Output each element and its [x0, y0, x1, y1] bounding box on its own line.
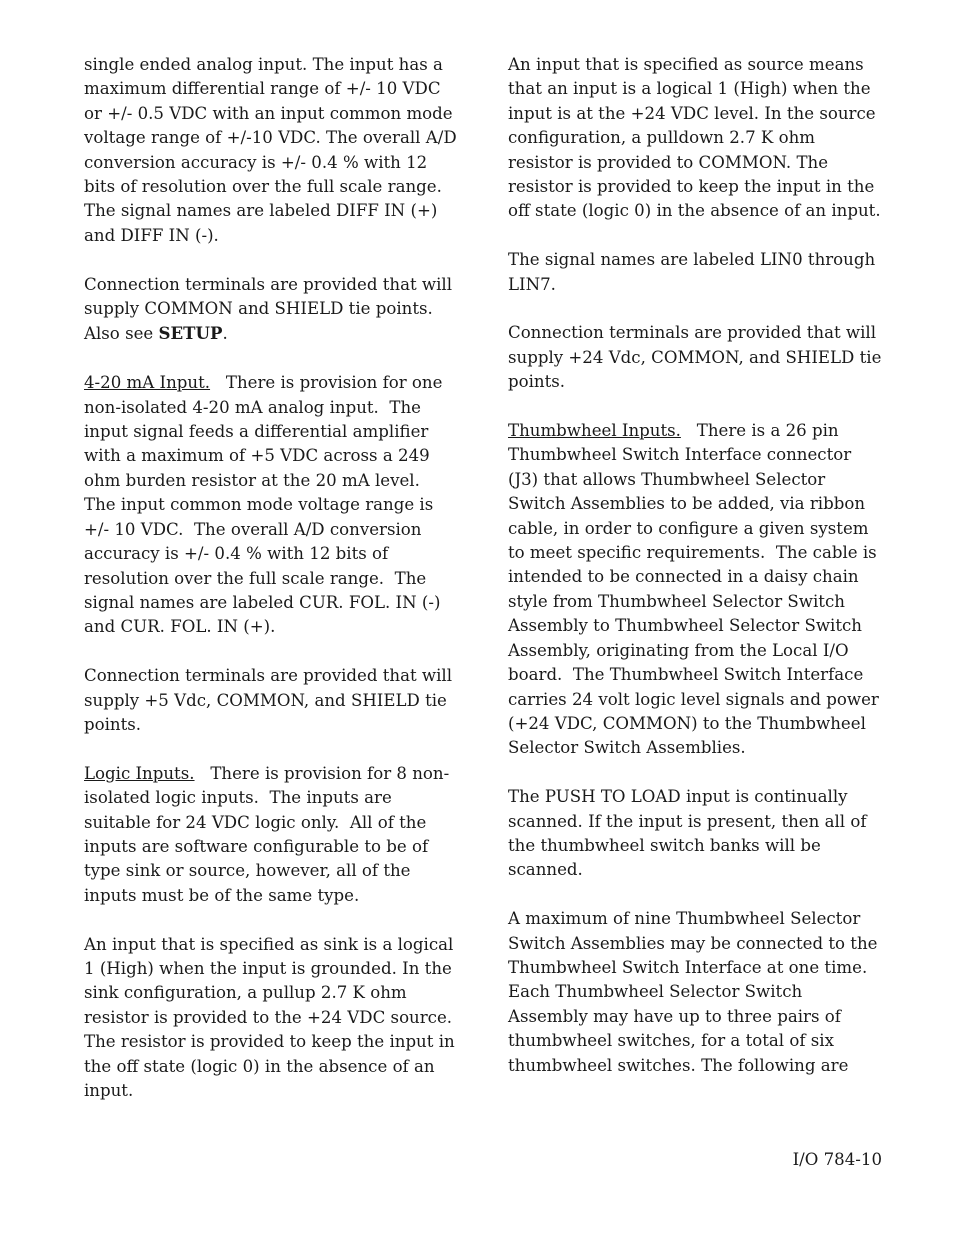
paragraph-sink-input: An input that is specified as sink is a logical 1 (High) when the input is grounded. In the sink configuration, a pullup 2.7 K ohm resistor is provided to the +24 VDC source. The resistor is provided to keep the input in the off state (logic 0) in the absence of an input. [84, 934, 455, 1100]
right-column [508, 53, 884, 1102]
page-number: I/O 784-10 [792, 1150, 882, 1169]
paragraph-connection-terminals-current: Connection terminals are provided that will supply +5 Vdc, COMMON, and SHIELD tie points. [84, 666, 453, 734]
paragraph-max-assemblies: A maximum of nine Thumbwheel Selector Switch Assemblies may be connected to the Thumbwheel Switch Interface at one time. Each Thumbwheel Selector Switch Assembly may have up to three pairs of thumbwheel switches, for a total of six thumbwheel switches. The following are [508, 909, 878, 1075]
left-column [84, 53, 460, 1128]
section-heading-4-20ma: 4-20 mA Input. [84, 373, 211, 393]
paragraph-text: . [222, 324, 228, 344]
paragraph-text: There is provision for 8 non-isolated logic inputs. The inputs are suitable for 24 VDC logic only. All of the inputs are software configurable to be of type sink or source, however, all of the inputs must be of the same type. [84, 763, 450, 905]
paragraph-source-input: An input that is specified as source means that an input is a logical 1 (High) when the input is at the +24 VDC level. In the source configuration, a pulldown 2.7 K ohm resistor is provided to COMMON. The resistor is provided to keep the input in the off state (logic 0) in the absence of an input. [508, 55, 881, 221]
section-heading-logic-inputs: Logic Inputs. [84, 763, 195, 783]
section-heading-thumbwheel-inputs: Thumbwheel Inputs. [508, 421, 681, 441]
paragraph-signal-names: The signal names are labeled LIN0 through LIN7. [508, 250, 876, 294]
paragraph-text: Connection terminals are provided that will supply COMMON and SHIELD tie points. Also see [84, 274, 453, 344]
paragraph-thumbwheel-inputs [508, 419, 884, 761]
paragraph-push-to-load: The PUSH TO LOAD input is continually scanned. If the input is present, then all of the thumbwheel switch banks will be scanned. [508, 787, 867, 880]
paragraph-diff-input: single ended analog input. The input has a maximum differential range of +/- 10 VDC or +/- 0.5 VDC with an input common mode voltage range of +/-10 VDC. The overall A/D conversion accuracy is +/- 0.4 % with 12 bits of resolution over the full scale range. The signal names are labeled DIFF IN (+) and DIFF IN (-). [84, 55, 457, 245]
paragraph-text: There is a 26 pin Thumbwheel Switch Interface connector (J3) that allows Thumbwheel Selector Switch Assemblies to be added, via ribbon cable, in order to configure a given system to meet specific requirements. The cable is intended to be connected in a daisy chain style from Thumbwheel Selector Switch Assembly to Thumbwheel Selector Switch Assembly, originating from the Local I/O board. The Thumbwheel Switch Interface carries 24 volt logic level signals and power (+24 VDC, COMMON) to the Thumbwheel Selector Switch Assemblies. [508, 421, 885, 758]
paragraph-text: There is provision for one non-isolated 4-20 mA analog input. The input signal feeds a differential amplifier with a maximum of +5 VDC across a 249 ohm burden resistor at the 20 mA level. The input common mode voltage range is +/- 10 VDC. The overall A/D conversion accuracy is +/- 0.4 % with 12 bits of resolution over the full scale range. The signal names are labeled CUR. FOL. IN (-) and CUR. FOL. IN (+). [84, 373, 448, 637]
setup-reference: SETUP [158, 323, 223, 344]
paragraph-connection-terminals-diff [84, 273, 460, 347]
paragraph-connection-terminals-logic: Connection terminals are provided that will supply +24 Vdc, COMMON, and SHIELD tie points. [508, 323, 882, 392]
paragraph-4-20ma-input [84, 371, 460, 639]
paragraph-logic-inputs [84, 762, 460, 908]
